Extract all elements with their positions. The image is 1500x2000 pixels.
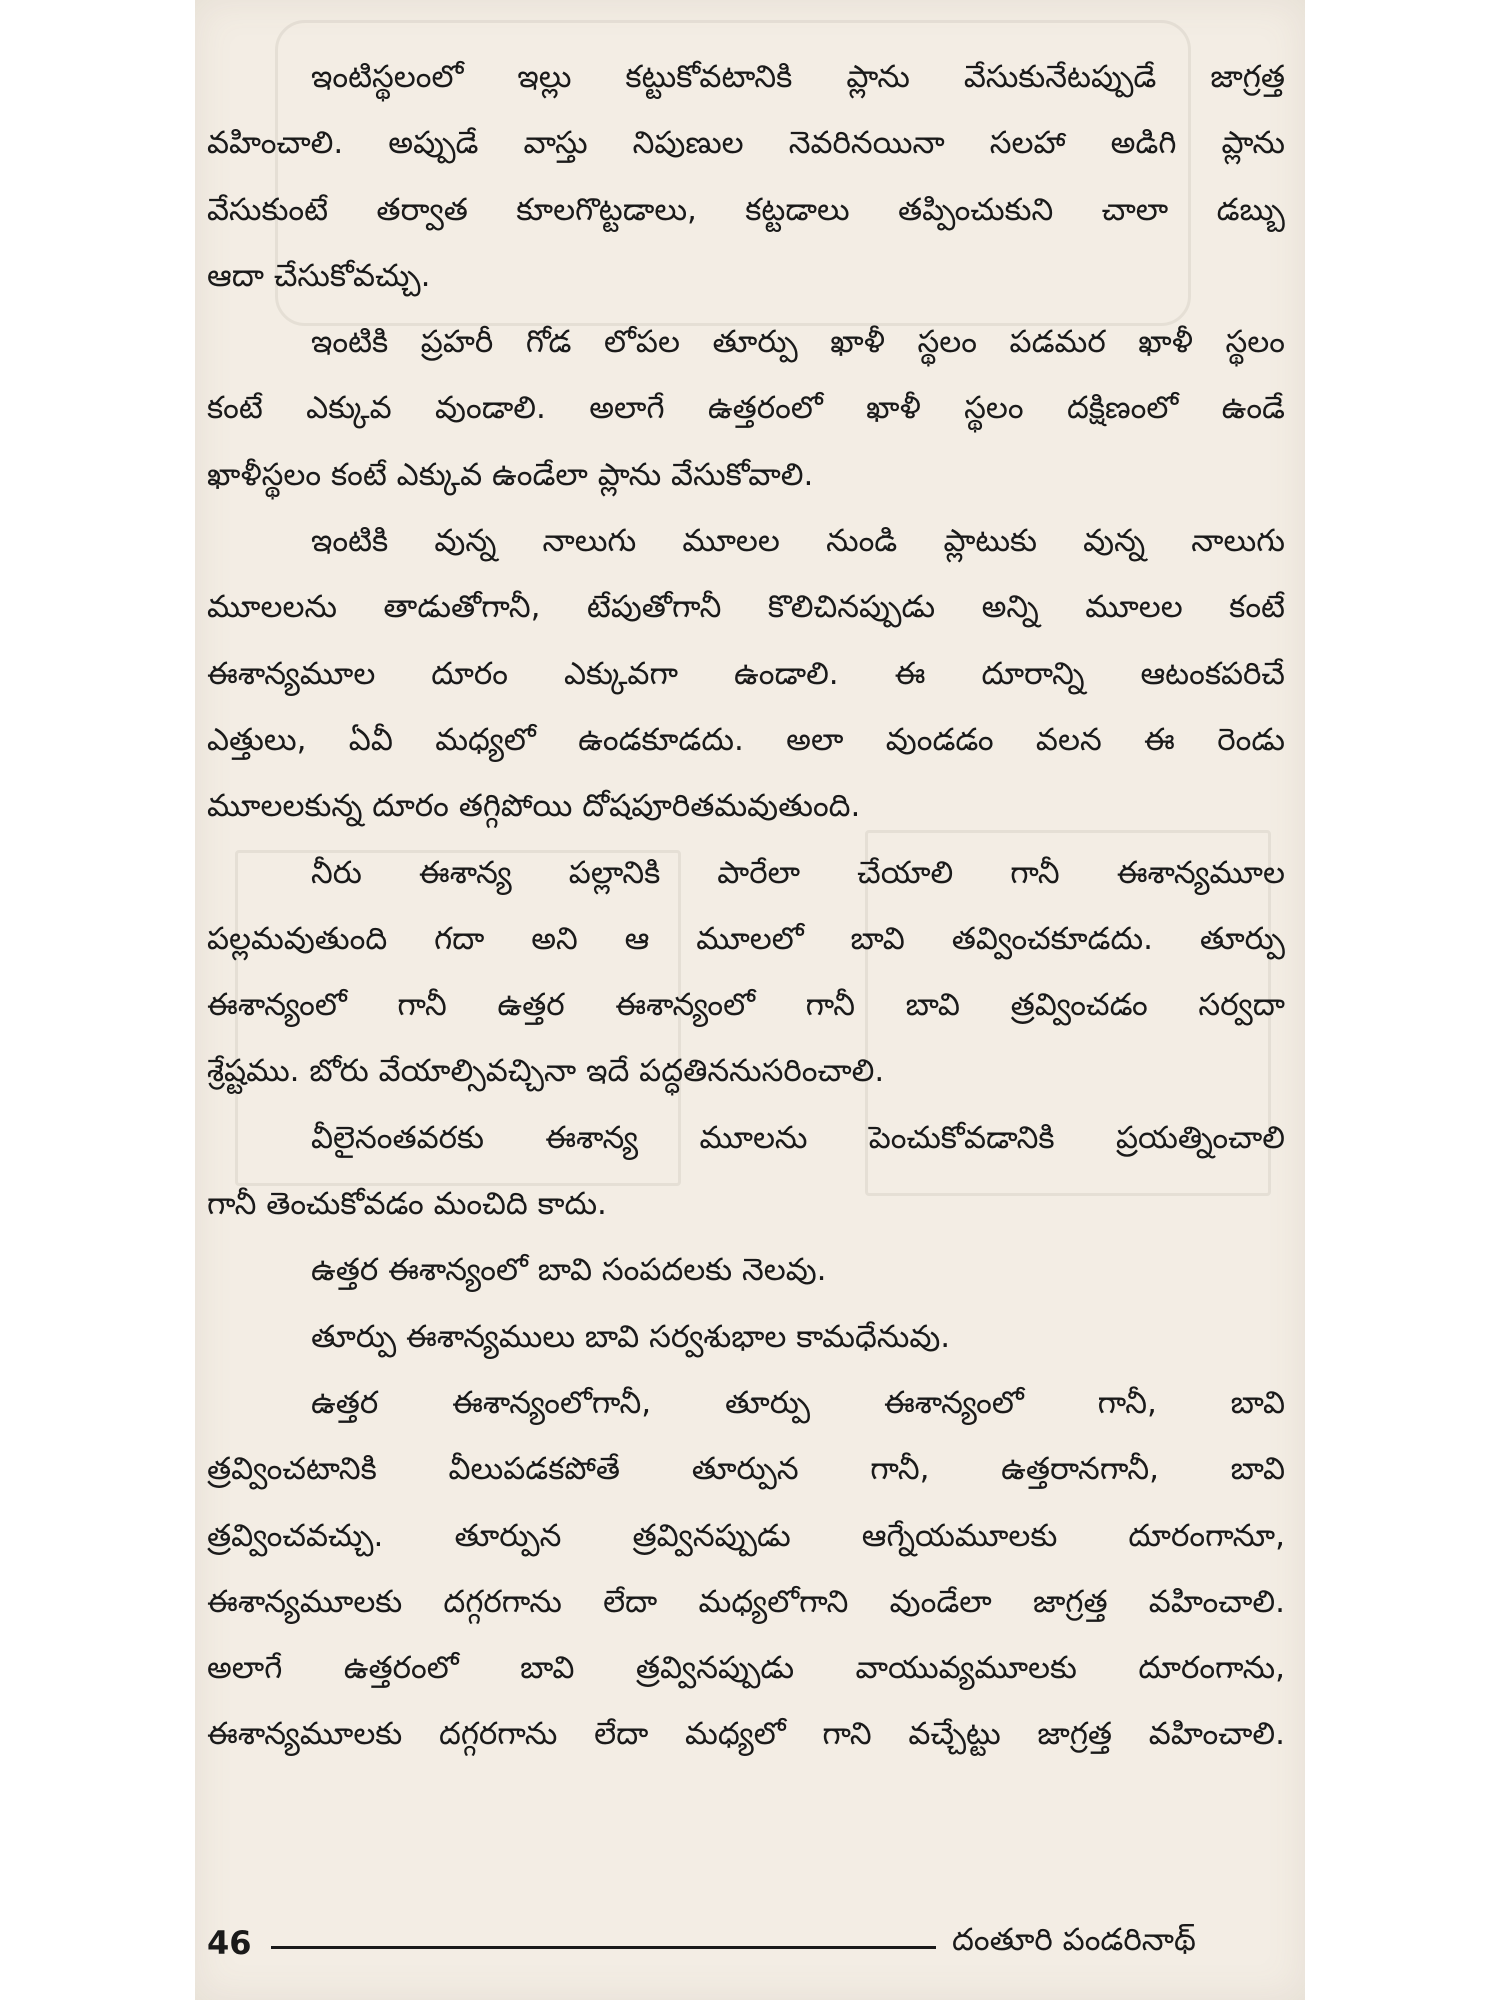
text-line: ఈశాన్యమూలకు దగ్గరగాను లేదా మధ్యలో గాని వచ్చేట్టు జాగ్రత్త వహించాలి. bbox=[207, 1716, 1285, 1753]
text-line: పల్లమవుతుంది గదా అని ఆ మూలలో బావి తవ్వించకూడదు. తూర్పు bbox=[207, 920, 1285, 957]
text-line: ఉత్తర ఈశాన్యంలోగానీ, తూర్పు ఈశాన్యంలో గానీ, బావి bbox=[311, 1384, 1285, 1421]
text-line: మూలలను తాడుతోగానీ, టేపుతోగానీ కొలిచినప్పుడు అన్ని మూలల కంటే bbox=[207, 589, 1285, 626]
text-line: మూలలకున్న దూరం తగ్గిపోయి దోషపూరితమవుతుంది. bbox=[207, 788, 861, 825]
text-line: ఇంటికి వున్న నాలుగు మూలల నుండి ప్లాటుకు వున్న నాలుగు bbox=[311, 523, 1285, 560]
text-line: త్రవ్వించవచ్చు. తూర్పున త్రవ్వినప్పుడు ఆగ్నేయమూలకు దూరంగానూ, bbox=[207, 1517, 1285, 1554]
text-line: ఈశాన్యమూల దూరం ఎక్కువగా ఉండాలి. ఈ దూరాన్ని ఆటంకపరిచే bbox=[207, 655, 1285, 692]
page-footer bbox=[207, 1920, 1285, 1970]
text-line: వహించాలి. అప్పుడే వాస్తు నిపుణుల నెవరినయినా సలహా అడిగి ప్లాను bbox=[207, 125, 1285, 162]
text-line: ఎత్తులు, ఏవీ మధ్యలో ఉండకూడదు. అలా వుండడం వలన ఈ రెండు bbox=[207, 721, 1285, 758]
text-line: నీరు ఈశాన్య పల్లానికి పారేలా చేయాలి గానీ ఈశాన్యమూల bbox=[311, 854, 1285, 891]
book-page bbox=[195, 0, 1305, 2000]
author-name: దంతూరి పండరినాథ్ bbox=[952, 1922, 1196, 1958]
text-line: ఇంటిస్థలంలో ఇల్లు కట్టుకోవటానికి ప్లాను వేసుకునేటప్పుడే జాగ్రత్త bbox=[311, 59, 1285, 95]
text-line: ఉత్తర ఈశాన్యంలో బావి సంపదలకు నెలవు. bbox=[311, 1252, 827, 1289]
text-line: తూర్పు ఈశాన్యములు బావి సర్వశుభాల కామధేనువు. bbox=[311, 1318, 951, 1355]
text-line: ఆదా చేసుకోవచ్చు. bbox=[207, 257, 431, 294]
text-line: ఇంటికి ప్రహరీ గోడ లోపల తూర్పు ఖాళీ స్థలం పడమర ఖాళీ స్థలం bbox=[311, 324, 1285, 361]
text-line: ఖాళీస్థలం కంటే ఎక్కువ ఉండేలా ప్లాను వేసుకోవాలి. bbox=[207, 456, 814, 493]
page-number: 46 bbox=[207, 1924, 252, 1962]
body-text bbox=[207, 44, 1285, 1768]
text-line: గానీ తెంచుకోవడం మంచిది కాదు. bbox=[207, 1186, 607, 1223]
footer-rule bbox=[271, 1946, 936, 1949]
text-line: ఈశాన్యంలో గానీ ఉత్తర ఈశాన్యంలో గానీ బావి త్రవ్వించడం సర్వదా bbox=[207, 987, 1285, 1024]
text-line: కంటే ఎక్కువ వుండాలి. అలాగే ఉత్తరంలో ఖాళీ స్థలం దక్షిణంలో ఉండే bbox=[207, 390, 1285, 427]
text-line: వీలైనంతవరకు ఈశాన్య మూలను పెంచుకోవడానికి ప్రయత్నించాలి bbox=[311, 1119, 1285, 1156]
text-line: ఈశాన్యమూలకు దగ్గరగాను లేదా మధ్యలోగాని వుండేలా జాగ్రత్త వహించాలి. bbox=[207, 1583, 1285, 1620]
text-line: అలాగే ఉత్తరంలో బావి త్రవ్వినప్పుడు వాయువ్యమూలకు దూరంగాను, bbox=[207, 1650, 1285, 1687]
text-line: త్రవ్వించటానికి వీలుపడకపోతే తూర్పున గానీ, ఉత్తరానగానీ, బావి bbox=[207, 1451, 1285, 1488]
text-line: వేసుకుంటే తర్వాత కూలగొట్టడాలు, కట్టడాలు తప్పించుకుని చాలా డబ్బు bbox=[207, 191, 1285, 228]
text-line: శ్రేష్టము. బోరు వేయాల్సివచ్చినా ఇదే పద్ధతిననుసరించాలి. bbox=[207, 1053, 885, 1090]
